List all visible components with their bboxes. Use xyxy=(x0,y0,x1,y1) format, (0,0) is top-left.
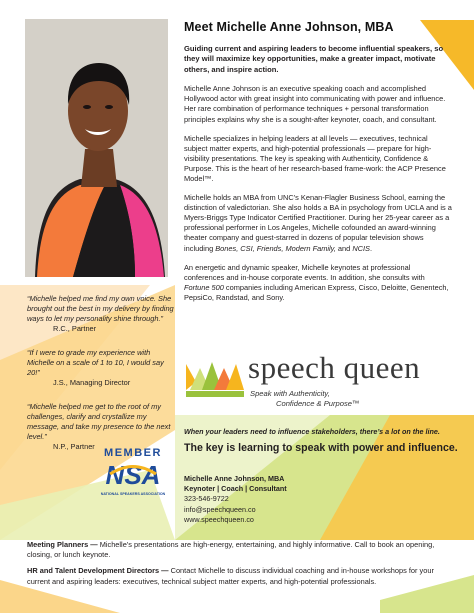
lead-paragraph: Guiding current and aspiring leaders to become influential speakers, so they will maximize key opportunities, make a greater impact, motivate others, and inspire action. xyxy=(184,44,444,74)
testimonial-author: J.S., Managing Director xyxy=(53,378,131,387)
note-text: Contact Michelle to discuss individual coaching and in-house workshops for your current and aspiring leaders: executives, technical subject matter experts, and high-potential professionals. xyxy=(27,566,434,586)
main-column xyxy=(184,20,452,312)
bio-paragraph-4 xyxy=(184,263,452,303)
bio-paragraph-1: Michelle Anne Johnson is an executive speaking coach and accomplished Hollywood actor with great insight into communicating with power and influence. Her rare combination of performance techniques + personal transformation principles explains why she is a sought-after keynoter, coach, and consultant. xyxy=(184,84,446,124)
bio-p4-text: An energetic and dynamic speaker, Michelle keynotes at professional conferences and in-house corporate events. In addition, she consults with xyxy=(184,262,425,282)
nsa-member-text: MEMBER xyxy=(104,447,162,459)
note-text: Michelle’s presentations are high-energy, entertaining, and highly informative. Call to book an opening, closing, or lunch keynote. xyxy=(27,540,435,560)
bio-p3-and: and xyxy=(335,243,353,253)
page-title: Meet Michelle Anne Johnson, MBA xyxy=(184,20,394,34)
testimonial-quote: “If I were to grade my experience with Michelle on a scale of 1 to 10, I would say 20!” xyxy=(27,348,164,377)
bio-paragraph-2: Michelle specializes in helping leaders at all levels — executives, technical subject matter experts, and high-potential professionals — prepare for high-visibility presentations. The key is speaking with Authenticity, Confidence & Purpose. This is the heart of her research-based frame-work: the ACP Presence Model™. xyxy=(184,133,446,183)
bio-p3-text: Michelle holds an MBA from UNC’s Kenan-Flagler Business School, earning the distinction of valedictorian. She also holds a BA in psychology from UCLA and is a Myers-Briggs Type Indicator Certified Practitioner. During her 25-year career as a professional performer in Los Angeles, Michelle cofounded an award-winning theater company and guest-starred in dozens of popular television shows including xyxy=(184,193,452,253)
note-hr-directors xyxy=(27,566,447,586)
tagline-big: The key is learning to speak with power and influence. xyxy=(184,442,458,454)
note-label: HR and Talent Development Directors — xyxy=(27,566,169,576)
crown-icon xyxy=(186,356,244,398)
speech-queen-logo xyxy=(184,352,454,412)
bio-p3-end: . xyxy=(369,243,373,253)
fortune-500: Fortune 500 xyxy=(184,282,224,292)
nsa-letters: NSA xyxy=(105,460,161,490)
tagline-small: When your leaders need to influence stakeholders, there’s a lot on the line. xyxy=(184,427,440,436)
note-label: Meeting Planners — xyxy=(27,540,98,549)
tv-show-last: NCIS xyxy=(352,243,370,253)
contact-roles: Keynoter | Coach | Consultant xyxy=(184,484,287,494)
portrait-photo xyxy=(25,19,168,277)
nsa-org-text: NATIONAL SPEAKERS ASSOCIATION xyxy=(100,492,166,496)
testimonial-quote: “Michelle helped me find my own voice. She brought out the best in my delivery by finding ways to let my personality shine through.” xyxy=(27,294,174,323)
logo-tagline-line2: Confidence & Purpose™ xyxy=(276,399,360,408)
tv-shows: Bones, CSI, Friends, Modern Family, xyxy=(215,243,336,253)
portrait-illustration xyxy=(25,19,168,277)
testimonials xyxy=(27,294,177,466)
testimonial-author: N.P., Partner xyxy=(53,442,95,451)
nsa-member-badge xyxy=(96,444,170,498)
contact-email[interactable]: info@speechqueen.co xyxy=(184,504,256,514)
note-meeting-planners xyxy=(27,540,447,560)
testimonial-quote: “Michelle helped me get to the root of my challenges, clarify and crystallize my message, and take my presence to the next level.” xyxy=(27,402,171,441)
logo-tagline-line1: Speak with Authenticity, xyxy=(250,389,330,398)
contact-website[interactable]: www.speechqueen.co xyxy=(184,514,254,524)
testimonial-author: R.C., Partner xyxy=(53,324,97,333)
nsa-logo xyxy=(96,444,170,498)
contact-phone[interactable]: 323-546-9722 xyxy=(184,494,229,504)
bio-paragraph-3 xyxy=(184,193,452,254)
bottom-notes xyxy=(27,540,447,593)
logo-wordmark: speech queen xyxy=(248,350,421,385)
contact-block xyxy=(184,474,287,525)
bio-p4-companies: companies including American Express, Cisco, Deloitte, Genentech, PepsiCo, Randstad, and Sony. xyxy=(184,282,449,302)
contact-name: Michelle Anne Johnson, MBA xyxy=(184,474,285,483)
